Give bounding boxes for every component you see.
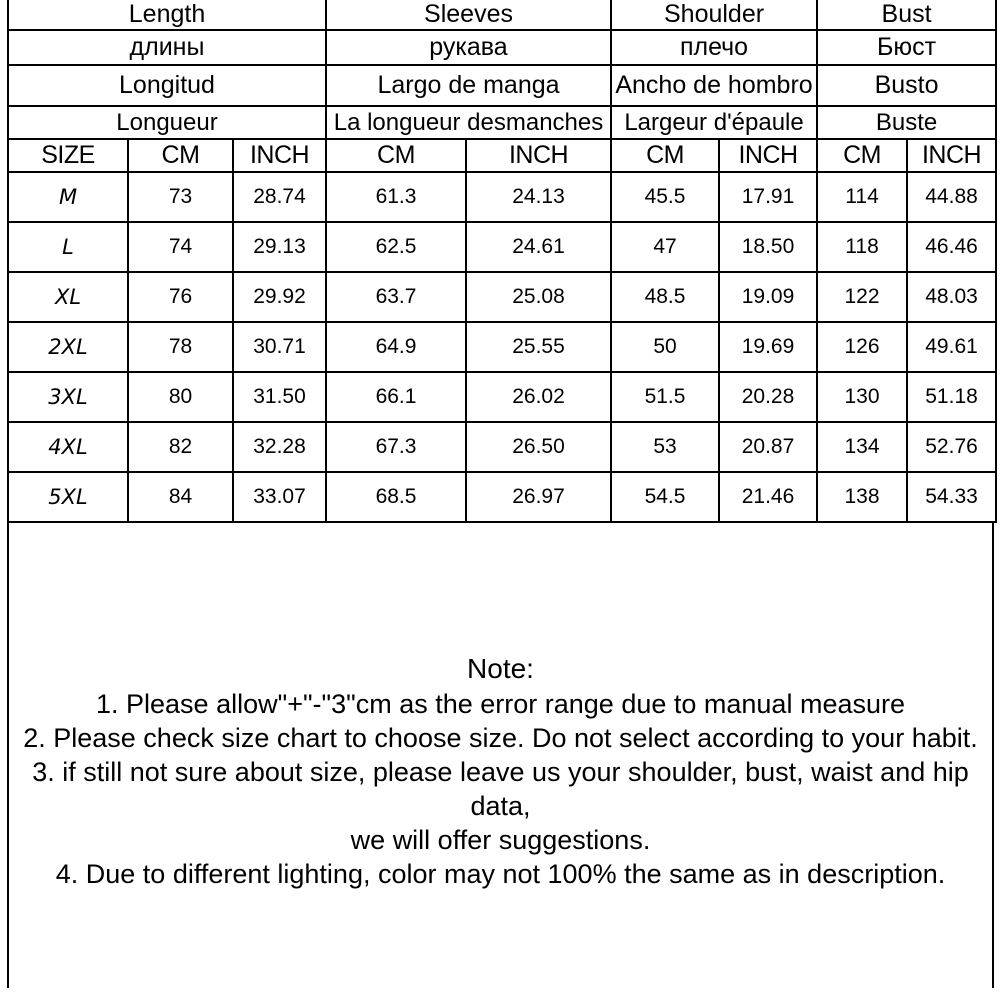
sleeves-inch-value: 24.13: [466, 172, 611, 222]
length-inch-value: 28.74: [233, 172, 326, 222]
length-inch-value: 33.07: [233, 472, 326, 522]
header-shoulder-en: Shoulder: [611, 0, 817, 30]
table-row-5xl: [8, 472, 996, 522]
length-inch-value: 32.28: [233, 422, 326, 472]
length-cm-value: 74: [128, 222, 233, 272]
sleeves-inch-value: 25.08: [466, 272, 611, 322]
header-sleeves-fr: La longueur desmanches: [326, 106, 611, 139]
size-label: 3XL: [8, 372, 128, 422]
bust-inch-value: 46.46: [907, 222, 996, 272]
header-row-french: [8, 106, 996, 139]
sleeves-cm-value: 66.1: [326, 372, 466, 422]
header-shoulder-ru: плечо: [611, 30, 817, 65]
bust-inch-value: 51.18: [907, 372, 996, 422]
table-row-xl: [8, 272, 996, 322]
sleeves-inch-value: 24.61: [466, 222, 611, 272]
size-label: 5XL: [8, 472, 128, 522]
header-length-fr: Longueur: [8, 106, 326, 139]
header-row-english: [8, 0, 996, 30]
bust-cm-value: 122: [817, 272, 907, 322]
col-header-bust-cm: CM: [817, 139, 907, 172]
bust-inch-value: 48.03: [907, 272, 996, 322]
shoulder-cm-value: 51.5: [611, 372, 719, 422]
header-shoulder-es: Ancho de hombro: [611, 65, 817, 106]
sleeves-cm-value: 67.3: [326, 422, 466, 472]
size-label: 2XL: [8, 322, 128, 372]
bust-cm-value: 134: [817, 422, 907, 472]
length-inch-value: 29.92: [233, 272, 326, 322]
sleeves-cm-value: 61.3: [326, 172, 466, 222]
length-cm-value: 82: [128, 422, 233, 472]
header-row-spanish: [8, 65, 996, 106]
note-line-2: 2. Please check size chart to choose size. Do not select according to your habit.: [23, 723, 978, 753]
note-line-5: 4. Due to different lighting, color may not 100% the same as in description.: [55, 859, 946, 889]
shoulder-cm-value: 45.5: [611, 172, 719, 222]
shoulder-cm-value: 48.5: [611, 272, 719, 322]
sleeves-cm-value: 62.5: [326, 222, 466, 272]
bust-cm-value: 138: [817, 472, 907, 522]
table-row-l: [8, 222, 996, 272]
shoulder-inch-value: 17.91: [719, 172, 817, 222]
note-line-4: we will offer suggestions.: [350, 825, 651, 855]
size-chart-table: [7, 0, 997, 523]
size-label: M: [8, 172, 128, 222]
sleeves-cm-value: 68.5: [326, 472, 466, 522]
size-label: 4XL: [8, 422, 128, 472]
shoulder-inch-value: 20.28: [719, 372, 817, 422]
shoulder-inch-value: 19.09: [719, 272, 817, 322]
bust-inch-value: 44.88: [907, 172, 996, 222]
bust-cm-value: 118: [817, 222, 907, 272]
header-length-ru: длины: [8, 30, 326, 65]
length-inch-value: 29.13: [233, 222, 326, 272]
col-header-shoulder-inch: INCH: [719, 139, 817, 172]
shoulder-cm-value: 50: [611, 322, 719, 372]
note-line-3: 3. if still not sure about size, please leave us your shoulder, bust, waist and hip data,: [32, 757, 969, 821]
col-header-length-cm: CM: [128, 139, 233, 172]
length-cm-value: 80: [128, 372, 233, 422]
sleeves-cm-value: 64.9: [326, 322, 466, 372]
note-section: [7, 523, 994, 988]
bust-cm-value: 126: [817, 322, 907, 372]
bust-inch-value: 54.33: [907, 472, 996, 522]
table-row-2xl: [8, 322, 996, 372]
table-row-3xl: [8, 372, 996, 422]
length-inch-value: 31.50: [233, 372, 326, 422]
shoulder-cm-value: 53: [611, 422, 719, 472]
shoulder-cm-value: 47: [611, 222, 719, 272]
bust-inch-value: 49.61: [907, 322, 996, 372]
header-sleeves-es: Largo de manga: [326, 65, 611, 106]
table-row-m: [8, 172, 996, 222]
col-header-sleeves-cm: CM: [326, 139, 466, 172]
col-header-shoulder-cm: CM: [611, 139, 719, 172]
header-shoulder-fr: Largeur d'épaule: [611, 106, 817, 139]
bust-cm-value: 130: [817, 372, 907, 422]
shoulder-inch-value: 19.69: [719, 322, 817, 372]
size-label: XL: [8, 272, 128, 322]
header-bust-ru: Бюст: [817, 30, 996, 65]
col-header-length-inch: INCH: [233, 139, 326, 172]
length-cm-value: 73: [128, 172, 233, 222]
sleeves-cm-value: 63.7: [326, 272, 466, 322]
length-cm-value: 76: [128, 272, 233, 322]
sleeves-inch-value: 26.02: [466, 372, 611, 422]
shoulder-inch-value: 21.46: [719, 472, 817, 522]
header-length-en: Length: [8, 0, 326, 30]
header-row-russian: [8, 30, 996, 65]
shoulder-inch-value: 18.50: [719, 222, 817, 272]
col-header-size: SIZE: [8, 139, 128, 172]
col-header-bust-inch: INCH: [907, 139, 996, 172]
sleeves-inch-value: 25.55: [466, 322, 611, 372]
header-bust-en: Bust: [817, 0, 996, 30]
size-label: L: [8, 222, 128, 272]
bust-inch-value: 52.76: [907, 422, 996, 472]
column-header-row: [8, 139, 996, 172]
col-header-sleeves-inch: INCH: [466, 139, 611, 172]
header-bust-fr: Buste: [817, 106, 996, 139]
note-line-1: 1. Please allow"+"-"3"cm as the error range due to manual measure: [96, 689, 905, 719]
header-sleeves-en: Sleeves: [326, 0, 611, 30]
header-sleeves-ru: рукава: [326, 30, 611, 65]
length-cm-value: 84: [128, 472, 233, 522]
bust-cm-value: 114: [817, 172, 907, 222]
length-cm-value: 78: [128, 322, 233, 372]
shoulder-cm-value: 54.5: [611, 472, 719, 522]
note-title: Note:: [467, 653, 534, 684]
sleeves-inch-value: 26.50: [466, 422, 611, 472]
header-bust-es: Busto: [817, 65, 996, 106]
sleeves-inch-value: 26.97: [466, 472, 611, 522]
length-inch-value: 30.71: [233, 322, 326, 372]
shoulder-inch-value: 20.87: [719, 422, 817, 472]
header-length-es: Longitud: [8, 65, 326, 106]
table-row-4xl: [8, 422, 996, 472]
